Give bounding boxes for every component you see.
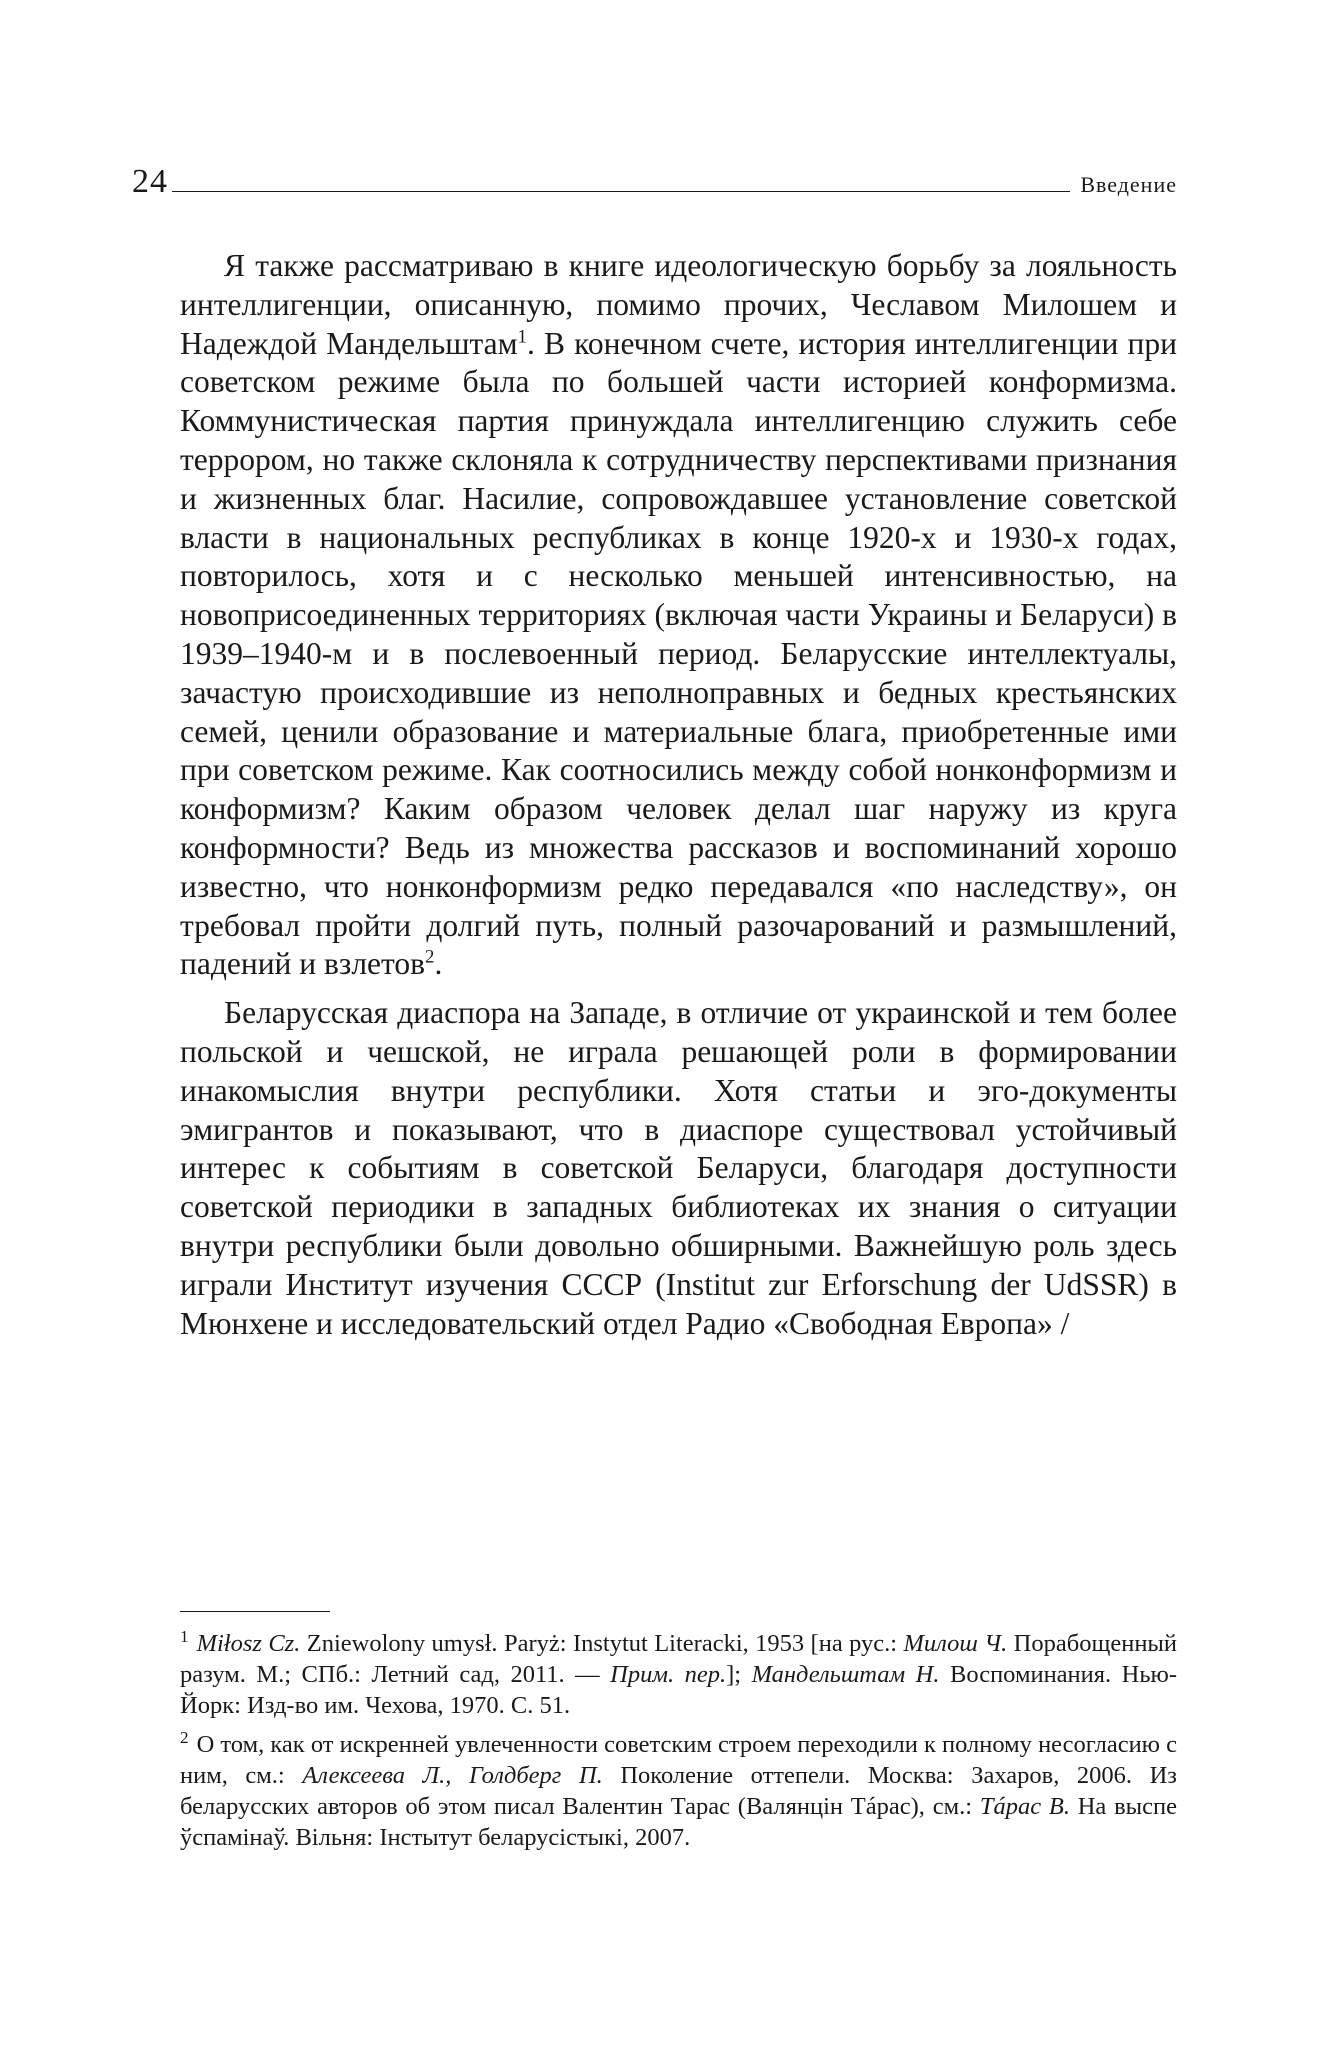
footnote-text-segment: ]; <box>726 1661 752 1688</box>
footnote-text-segment: Поколение оттепели. Москва: Захаров, 2006. Из беларусских авторов об этом писал Валентин Тарас (Валянцін Тáрас), см.: <box>180 1762 1177 1820</box>
footnote-text-segment: Мандельштам Н. <box>751 1661 940 1688</box>
header-rule <box>172 191 1070 192</box>
paragraph-1-part-b: . В конечном счете, история интеллигенции при советском режиме была по большей части историей конформизма. Коммунистическая партия принуждала интеллигенцию служить себе террором, но также склоняла к сотрудничеству перспективами признания и жизненных благ. Насилие, сопровождавшее установление советской власти в национальных республиках в конце 1920-х и 1930-х годах, повторилось, хотя и с несколько меньшей интенсивностью, на новоприсоединенных территориях (включая части Украины и Беларуси) в 1939–1940-м и в послевоенный период. Беларусские интеллектуалы, зачастую происходившие из неполноправных и бедных крестьянских семей, ценили образование и материальные блага, приобретенные ими при советском режиме. Как соотносились между собой нонконформизм и конформизм? Каким образом человек делал шаг наружу из круга конформности? Ведь из множества рассказов и воспоминаний хорошо известно, что нонконформизм редко передавался «по наследству», он требовал пройти долгий путь, полный разочарований и размышлений, падений и взлетов <box>180 325 1177 982</box>
footnote-text-segment: Воспоминания. Нью-Йорк: Изд-во им. Чехова, 1970. С. 51. <box>180 1661 1177 1719</box>
footnote-1-text <box>180 1630 1177 1719</box>
footnote-text-segment: Алексеева Л., Голдберг П. <box>302 1762 603 1789</box>
footnote-text-segment: Zniewolony umysł. Paryż: Instytut Literacki, 1953 [на рус.: <box>300 1630 904 1657</box>
paragraph-1-part-a: Я также рассматриваю в книге идеологическую борьбу за лояльность интеллигенции, описанную, помимо прочих, Чеславом Милошем и Надеждой Мандельштам <box>180 248 1177 361</box>
footnote-ref-1: 1 <box>517 326 527 348</box>
footnote-text-segment: На выспе ўспамінаў. Вільня: Інстытут беларусістыкі, 2007. <box>180 1793 1177 1851</box>
footnote-text-segment: Miłosz Cz. <box>196 1630 301 1657</box>
main-text <box>180 247 1177 1353</box>
footnote-rule <box>180 1611 330 1612</box>
footnote-1-mark: 1 <box>180 1626 189 1646</box>
paragraph-2: Беларусская диаспора на Западе, в отличие от украинской и тем более польской и чешской, не играла решающей роли в формировании инакомыслия внутри республики. Хотя статьи и эго-документы эмигрантов и показывают, что в диаспоре существовал устойчивый интерес к событиям в советской Беларуси, благодаря доступности советской периодики в западных библиотеках их знания о ситуации внутри республики были довольно обширными. Важнейшую роль здесь играли Институт изучения СССР (Institut zur Erforschung der UdSSR) в Мюнхене и исследовательский отдел Радио «Свободная Европа» / <box>180 995 1177 1341</box>
footnote-text-segment: Тáрас В. <box>979 1793 1070 1820</box>
footnote-1 <box>180 1628 1177 1721</box>
footnote-text-segment: Милош Ч. <box>903 1630 1008 1657</box>
footnote-text-segment: О том, как от искренней увлеченности советским строем переходили к полному несогласию с ним, см.: <box>180 1731 1177 1789</box>
footnote-2-mark: 2 <box>180 1727 189 1747</box>
paragraph-1 <box>180 247 1177 984</box>
book-page <box>132 0 1177 2048</box>
footnote-2-text <box>180 1731 1177 1851</box>
running-head <box>132 162 1177 202</box>
paragraph-1-part-c: . <box>434 946 443 982</box>
footnotes <box>180 1628 1177 1861</box>
page-number: 24 <box>132 163 168 200</box>
footnote-text-segment: Прим. пер. <box>610 1661 727 1688</box>
footnote-ref-2: 2 <box>425 946 435 968</box>
section-title: Введение <box>1080 172 1177 197</box>
footnote-2 <box>180 1729 1177 1853</box>
footnote-text-segment: Порабощенный разум. М.; СПб.: Летний сад, 2011. — <box>180 1630 1177 1688</box>
